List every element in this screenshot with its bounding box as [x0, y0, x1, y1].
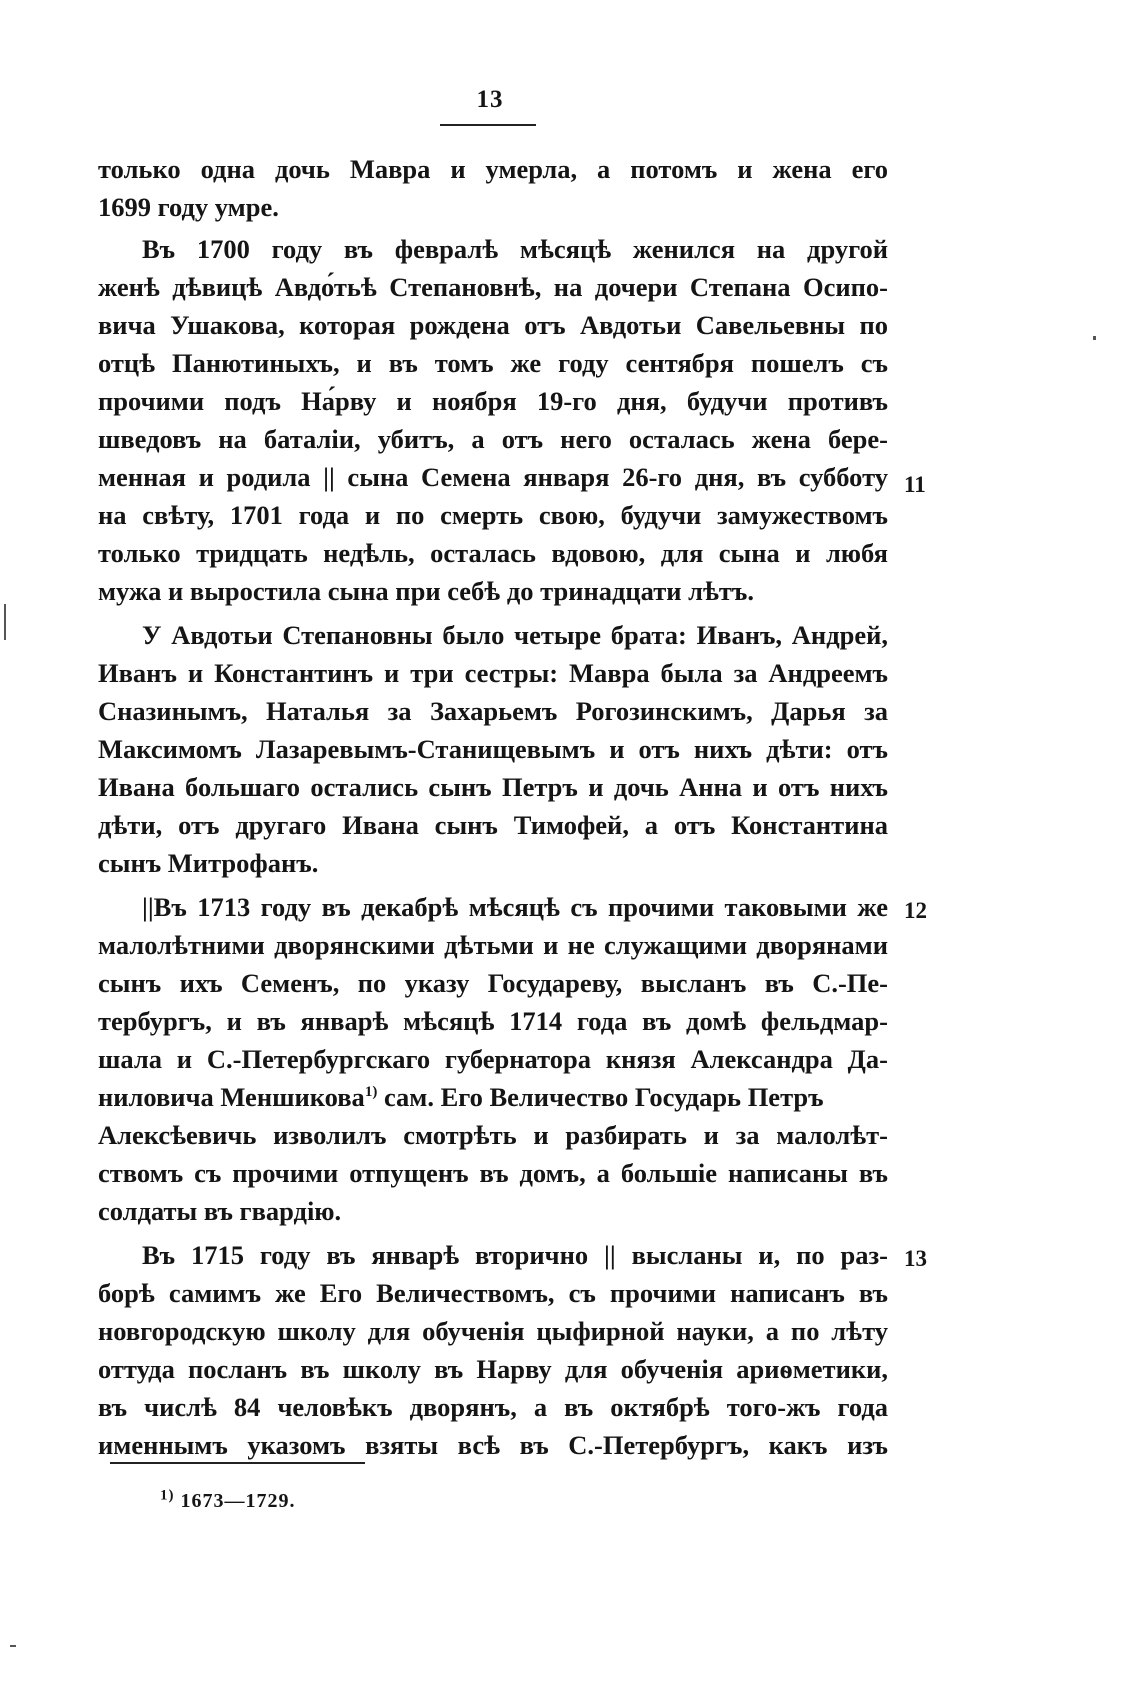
text-line: только тридцать недѣль, осталась вдовою, для сына и любя [98, 538, 888, 568]
text-line: только одна дочь Мавра и умерла, а потомъ и жена его [98, 154, 888, 184]
margin-number: 13 [904, 1246, 927, 1271]
footnote-rule [110, 1462, 365, 1464]
text-line: ||Въ 1713 году въ декабрѣ мѣсяцѣ съ прочими таковыми же [142, 892, 888, 922]
text-line: дѣти, отъ другаго Ивана сынъ Тимофей, а отъ Константина [98, 810, 888, 840]
text-line: въ числѣ 84 человѣкъ дворянъ, а въ октябрѣ того-жъ года [98, 1392, 888, 1422]
scan-speck [1093, 336, 1096, 340]
text-line: Въ 1715 году въ январѣ вторично || высланы и, по раз- [142, 1240, 888, 1270]
text-line: Сназинымъ, Наталья за Захарьемъ Рогозинскимъ, Дарья за [98, 696, 888, 726]
text-line: Алексѣевичь изволилъ смотрѣть и разбирать и за малолѣт- [98, 1120, 888, 1150]
text-line [98, 1078, 888, 1116]
footnote [160, 1486, 296, 1516]
scan-speck [4, 604, 6, 640]
page-number: 13 [476, 86, 504, 113]
text-line: тербургъ, и въ январѣ мѣсяцѣ 1714 года въ домѣ фельдмар- [98, 1006, 888, 1036]
footnote-marker: 1) [364, 1084, 378, 1101]
text-line: У Авдотьи Степановны было четыре брата: Иванъ, Андрей, [142, 620, 888, 650]
text-line: шведовъ на баталiи, убитъ, а отъ него осталась жена бере- [98, 424, 888, 454]
text-line: Въ 1700 году въ февралѣ мѣсяцѣ женился на другой [142, 234, 888, 264]
text-line: оттуда посланъ въ школу въ Нарву для обученiя ариѳметики, [98, 1354, 888, 1384]
text-line: Иванъ и Константинъ и три сестры: Мавра была за Андреемъ [98, 658, 888, 688]
text-line: сынъ ихъ Семенъ, по указу Государеву, высланъ въ С.-Пе- [98, 968, 888, 998]
footnote-text: 1673—1729. [180, 1490, 296, 1512]
text-line: менная и родила || сына Семена января 26-го дня, въ субботу [98, 462, 888, 492]
text-line: Ивана большаго остались сынъ Петръ и дочь Анна и отъ нихъ [98, 772, 888, 802]
text-line: отцѣ Панютиныхъ, и въ томъ же году сентября пошелъ съ [98, 348, 888, 378]
page-number-rule [440, 124, 536, 126]
text-segment: сам. Его Величество Государь Петръ [383, 1082, 824, 1112]
text-segment: ниловича Меншикова [98, 1082, 365, 1112]
text-line: мужа и выростила сына при себѣ до тринадцати лѣтъ. [98, 576, 754, 606]
text-line: на свѣту, 1701 года и по смерть свою, будучи замужествомъ [98, 500, 888, 530]
text-line: шала и С.-Петербургскаго губернатора князя Александра Да- [98, 1044, 888, 1074]
footnote-number: 1) [160, 1487, 175, 1504]
text-line: именнымъ указомъ взяты всѣ въ С.-Петербургъ, какъ изъ [98, 1430, 888, 1460]
text-line: вича Ушакова, которая рождена отъ Авдотьи Савельевны по [98, 310, 888, 340]
text-line: прочими подъ На́рву и ноября 19-го дня, будучи противъ [98, 386, 888, 416]
text-line: борѣ самимъ же Его Величествомъ, съ прочими написанъ въ [98, 1278, 888, 1308]
margin-number: 11 [904, 472, 926, 497]
scan-speck [10, 1645, 16, 1647]
text-line: ствомъ съ прочими отпущенъ въ домъ, а большiе написаны въ [98, 1158, 888, 1188]
text-line: женѣ дѣвицѣ Авдо́тьѣ Степановнѣ, на дочери Степана Осипо- [98, 272, 888, 302]
text-line: Максимомъ Лазаревымъ-Станищевымъ и отъ нихъ дѣти: отъ [98, 734, 888, 764]
text-line: 1699 году умре. [98, 192, 279, 222]
text-line: солдаты въ гвардiю. [98, 1196, 342, 1226]
margin-number: 12 [904, 898, 927, 923]
text-line: малолѣтними дворянскими дѣтьми и не служащими дворянами [98, 930, 888, 960]
text-line: сынъ Митрофанъ. [98, 848, 319, 878]
text-line: новгородскую школу для обученiя цыфирной науки, а по лѣту [98, 1316, 888, 1346]
